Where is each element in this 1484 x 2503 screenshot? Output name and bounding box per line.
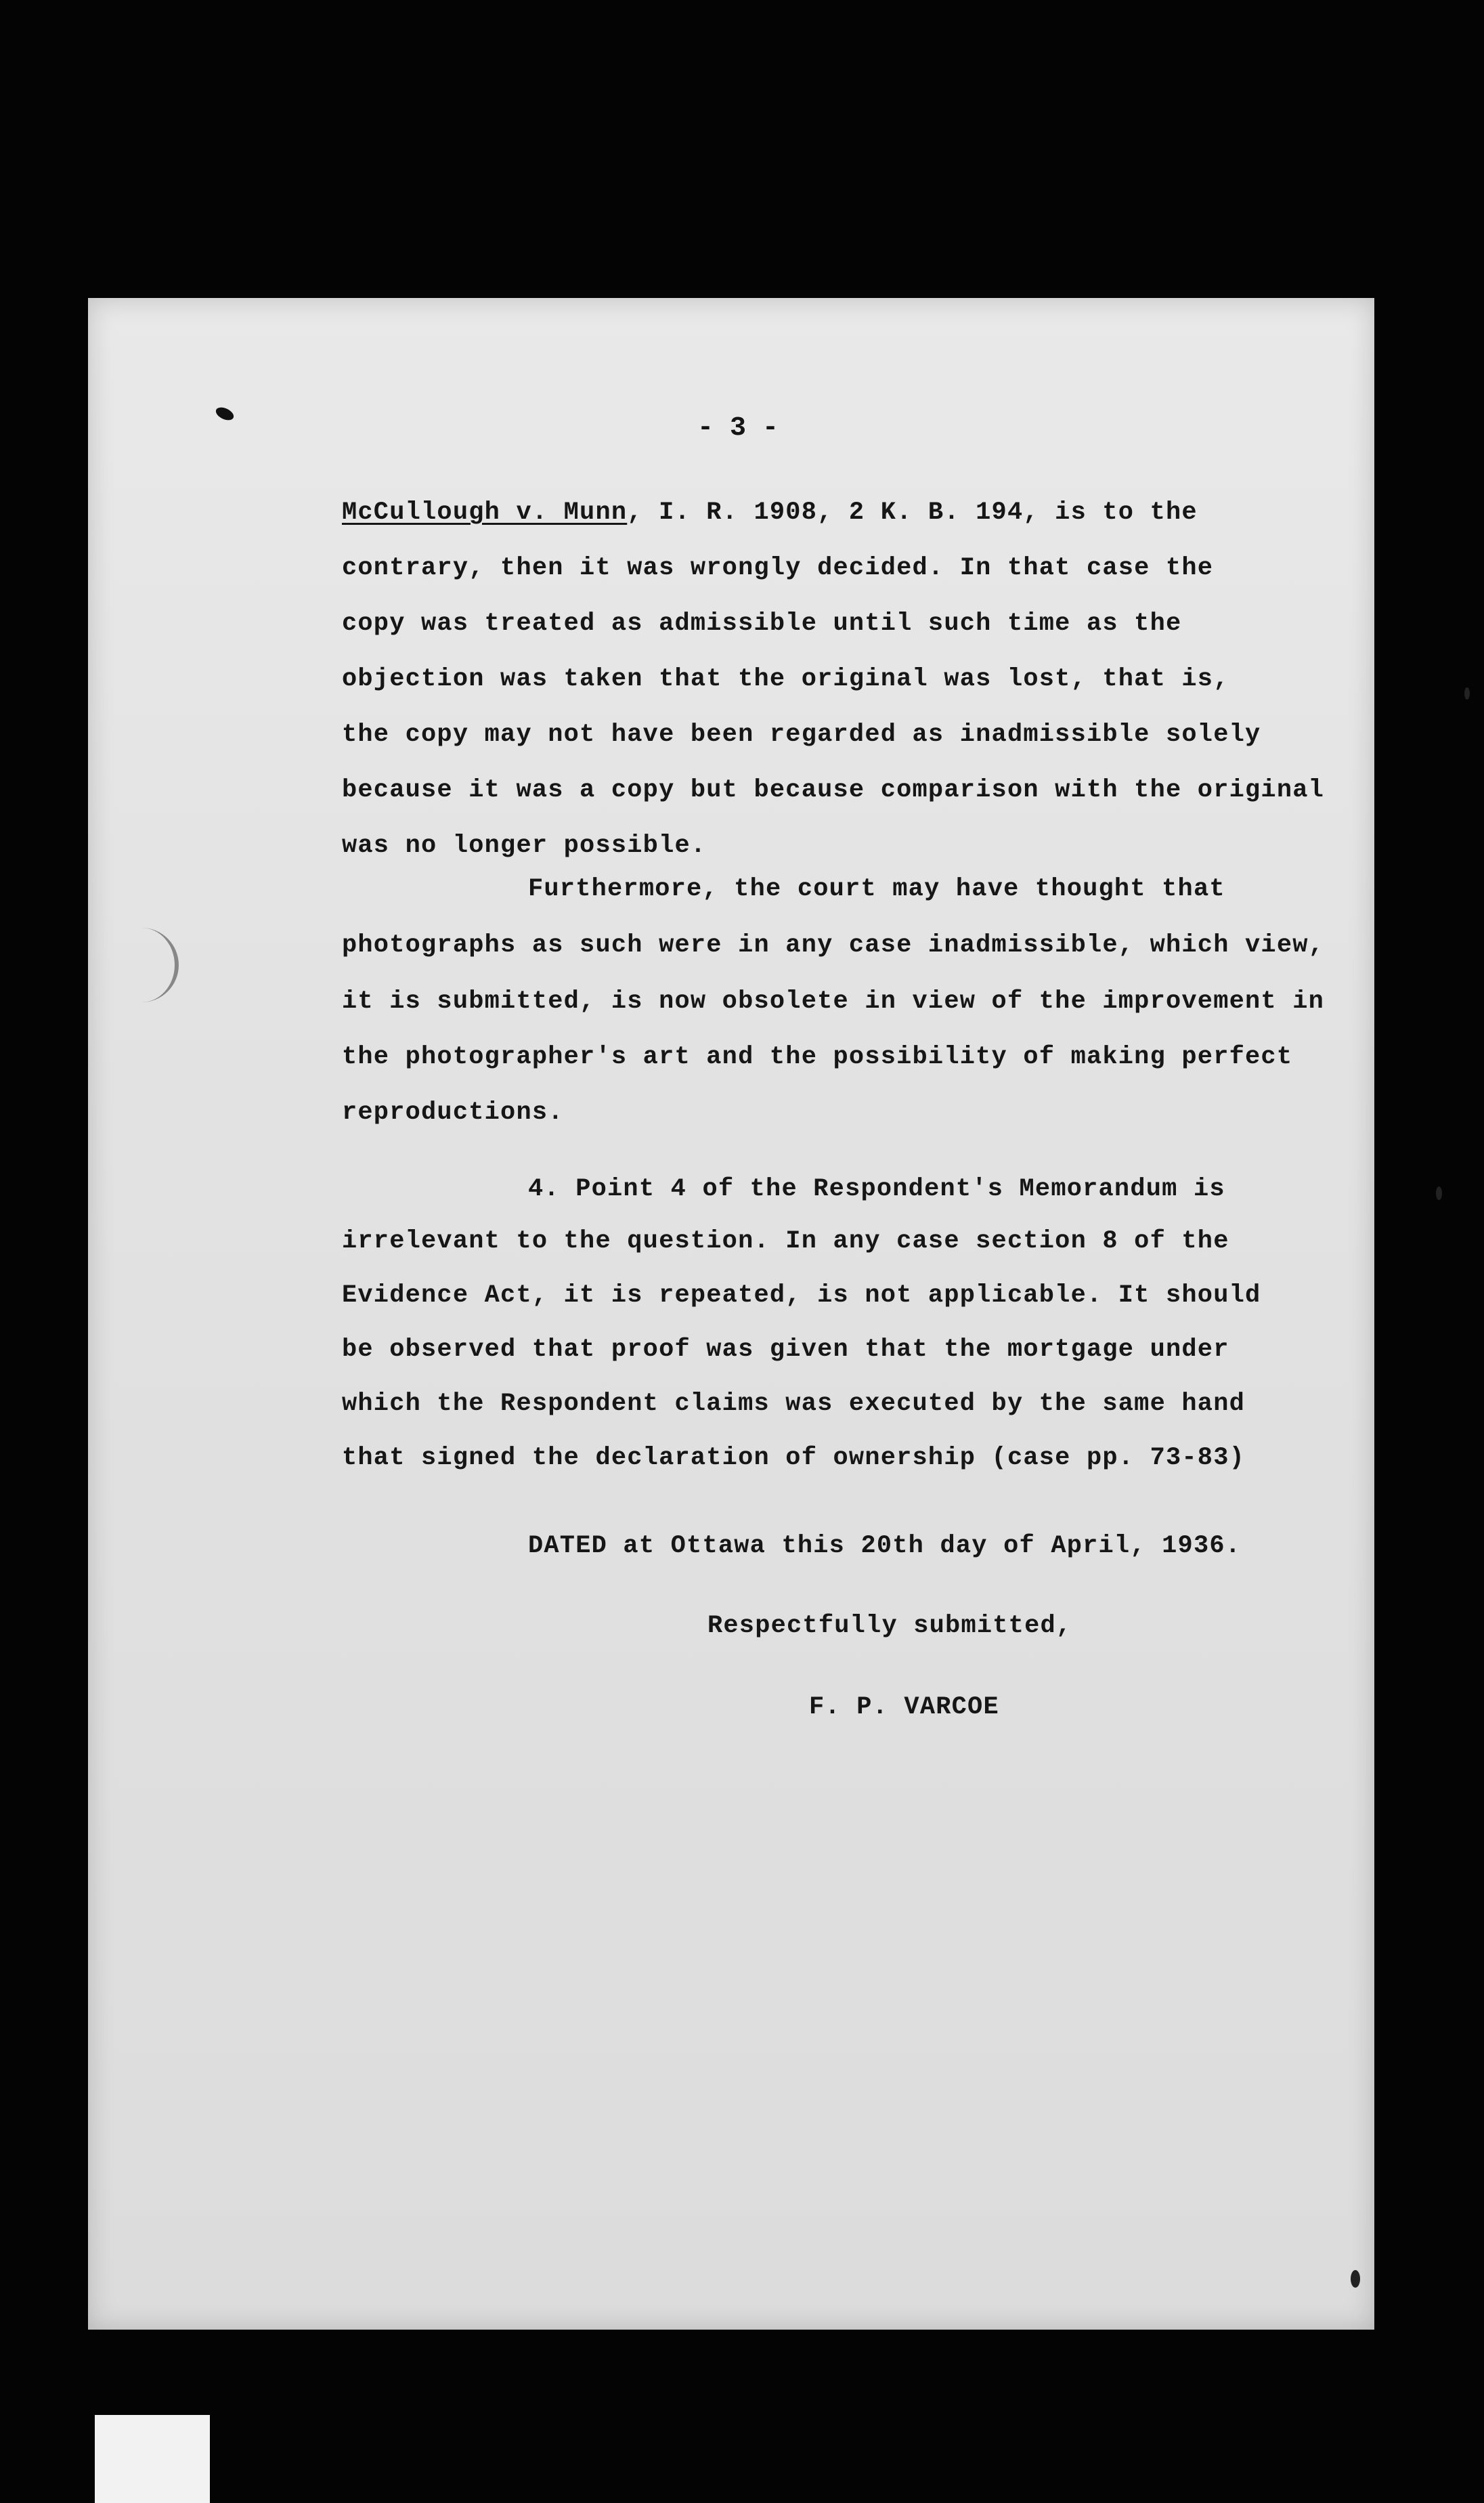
text-line-13: 4. Point 4 of the Respondent's Memorandum is	[528, 1175, 1225, 1203]
text-line-8: Furthermore, the court may have thought that	[528, 875, 1225, 903]
text-line-4: objection was taken that the original was lost, that is,	[342, 665, 1229, 693]
text-line-3: copy was treated as admissible until such time as the	[342, 609, 1182, 638]
scanner-tab	[95, 2415, 210, 2503]
text-line-18: that signed the declaration of ownership (case pp. 73-83)	[342, 1444, 1246, 1472]
text-line-12: reproductions.	[342, 1098, 564, 1127]
text-line-5: the copy may not have been regarded as inadmissible solely	[342, 721, 1261, 749]
page-number: - 3 -	[697, 413, 779, 444]
text-line-1: McCullough v. Munn, I. R. 1908, 2 K. B. 194, is to the	[342, 498, 1198, 527]
case-citation: McCullough v. Munn	[342, 498, 628, 527]
text-line-7: was no longer possible.	[342, 832, 707, 860]
paper-sheet	[88, 298, 1374, 2330]
text-line-11: the photographer's art and the possibility of making perfect	[342, 1043, 1293, 1071]
ink-speck	[1464, 687, 1470, 700]
text-line-10: it is submitted, is now obsolete in view of the improvement in	[342, 987, 1325, 1016]
text-line-6: because it was a copy but because comparison with the original	[342, 776, 1325, 805]
signature-name: F. P. VARCOE	[809, 1693, 999, 1721]
text-line-14: irrelevant to the question. In any case section 8 of the	[342, 1227, 1229, 1256]
text-line-2: contrary, then it was wrongly decided. In that case the	[342, 554, 1214, 582]
text-line-17: which the Respondent claims was executed by the same hand	[342, 1390, 1246, 1418]
dated-line: DATED at Ottawa this 20th day of April, 1936.	[528, 1532, 1242, 1560]
text-line-16: be observed that proof was given that the mortgage under	[342, 1335, 1229, 1364]
text-line-9: photographs as such were in any case inadmissible, which view,	[342, 931, 1325, 960]
ink-speck	[1436, 1186, 1442, 1200]
text-line-15: Evidence Act, it is repeated, is not applicable. It should	[342, 1281, 1261, 1310]
closing-line: Respectfully submitted,	[707, 1612, 1072, 1640]
ink-speck	[1351, 2270, 1360, 2288]
